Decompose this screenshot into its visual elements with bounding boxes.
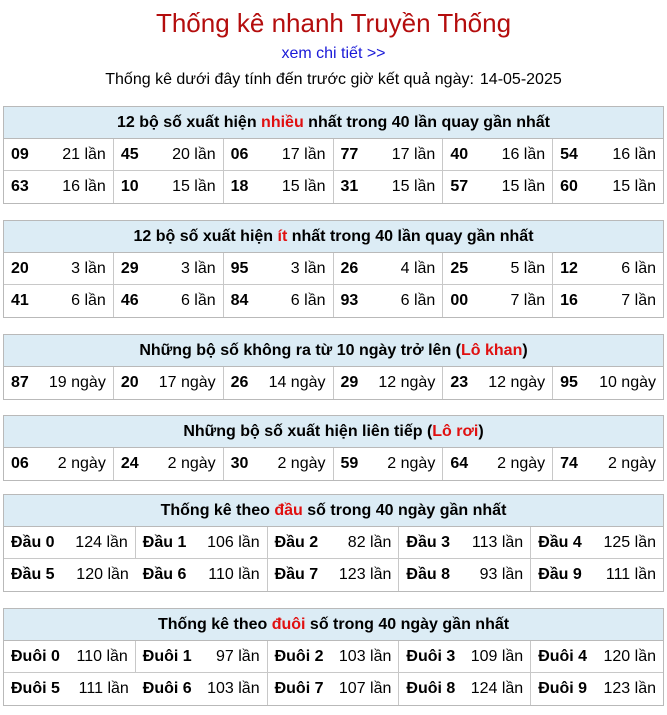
stat-cell <box>553 285 663 317</box>
section-heading <box>4 335 663 367</box>
page-title: Thống kê nhanh Truyền Thống <box>155 8 512 38</box>
lo-roi-section <box>3 415 664 481</box>
section-heading <box>4 495 663 527</box>
stat-cell <box>268 527 400 559</box>
stat-cell <box>114 367 224 399</box>
stat-cell <box>4 673 136 705</box>
stat-number: Đuôi 7 <box>274 680 324 697</box>
stat-count: 16 lần <box>501 145 546 163</box>
subtitle <box>0 69 667 91</box>
stat-count: 12 ngày <box>378 374 436 391</box>
stat-number: Đầu 0 <box>11 533 55 551</box>
stat-count: 16 lần <box>62 178 106 195</box>
stat-count: 10 ngày <box>599 374 656 391</box>
stat-cell <box>224 285 334 317</box>
stat-number: 06 <box>11 455 29 472</box>
stat-cell <box>4 285 114 317</box>
stat-cell <box>443 448 553 480</box>
stat-number: 10 <box>120 178 139 195</box>
stat-count: 15 lần <box>172 178 216 195</box>
stats-grid <box>4 448 663 480</box>
stat-count: 93 lần <box>479 566 524 583</box>
stat-count: 103 lần <box>207 680 260 697</box>
stat-number: 20 <box>11 259 29 277</box>
stat-cell <box>443 171 553 203</box>
stat-count: 111 lần <box>605 566 656 583</box>
stat-number: 95 <box>230 259 249 277</box>
stat-number: Đuôi 3 <box>406 647 456 665</box>
stat-count: 6 lần <box>71 292 106 309</box>
section-heading <box>4 416 663 448</box>
stat-cell <box>443 253 553 285</box>
stat-cell <box>114 448 224 480</box>
stat-cell <box>399 559 531 591</box>
heading-highlight: ít <box>277 228 288 245</box>
stat-cell <box>4 367 114 399</box>
stat-number: 60 <box>560 178 578 195</box>
stat-number: Đuôi 8 <box>406 680 456 697</box>
stat-number: 29 <box>120 259 139 277</box>
stat-count: 6 lần <box>290 292 326 309</box>
heading-highlight: nhiều <box>261 114 304 131</box>
stat-count: 17 lần <box>391 145 436 163</box>
stat-cell <box>334 367 444 399</box>
result-date: 14-05-2025 <box>479 71 562 88</box>
stat-count: 3 lần <box>180 259 216 277</box>
stat-cell <box>224 171 334 203</box>
stat-count: 19 ngày <box>48 374 106 391</box>
stat-cell <box>114 285 224 317</box>
stat-cell <box>399 641 531 673</box>
section-heading <box>4 107 663 139</box>
subtitle-text: Thống kê dưới đây tính đến trước giờ kết quả ngày: <box>105 71 474 88</box>
stat-number: Đầu 1 <box>142 533 187 551</box>
stat-cell <box>531 641 663 673</box>
stats-grid <box>4 527 663 591</box>
heading-text: nhất trong 40 lần quay gần nhất <box>303 114 550 131</box>
stats-grid <box>4 367 663 399</box>
stat-cell <box>553 171 663 203</box>
stats-grid <box>4 641 663 705</box>
stat-number: 64 <box>450 455 469 472</box>
stat-cell <box>443 139 553 171</box>
heading-text: ) <box>478 423 484 440</box>
stat-count: 123 lần <box>603 680 656 697</box>
stats-grid <box>4 253 663 317</box>
most-frequent-section <box>3 106 664 204</box>
stat-cell <box>399 527 531 559</box>
stat-count: 7 lần <box>510 292 546 309</box>
stat-count: 4 lần <box>400 259 436 277</box>
stat-number: Đuôi 5 <box>11 680 60 697</box>
stat-count: 15 lần <box>391 178 436 195</box>
detail-link[interactable]: xem chi tiết >> <box>281 45 386 62</box>
stat-cell <box>4 641 136 673</box>
stat-cell <box>136 559 268 591</box>
stat-count: 6 lần <box>400 292 436 309</box>
stat-number: 63 <box>11 178 29 195</box>
stat-number: 23 <box>450 374 469 391</box>
stat-number: 18 <box>230 178 249 195</box>
section-heading <box>4 221 663 253</box>
stat-count: 15 lần <box>501 178 546 195</box>
stat-count: 113 lần <box>471 533 524 551</box>
stat-count: 110 lần <box>76 647 128 665</box>
stat-count: 124 lần <box>75 533 128 551</box>
stat-count: 2 ngày <box>497 455 546 472</box>
heading-text: số trong 40 ngày gần nhất <box>302 502 507 519</box>
stat-cell <box>334 139 444 171</box>
heading-highlight: Lô rơi <box>432 423 479 440</box>
stat-count: 123 lần <box>338 566 392 583</box>
heading-text: nhất trong 40 lần quay gần nhất <box>287 228 534 245</box>
stat-number: 84 <box>230 292 249 309</box>
stat-number: 46 <box>120 292 139 309</box>
section-heading <box>4 609 663 641</box>
heading-text: số trong 40 ngày gần nhất <box>305 616 510 633</box>
stat-cell <box>334 171 444 203</box>
stat-number: 87 <box>11 374 29 391</box>
stat-number: Đầu 6 <box>142 566 187 583</box>
stat-count: 3 lần <box>290 259 326 277</box>
stat-count: 15 lần <box>612 178 656 195</box>
stat-cell <box>268 559 400 591</box>
stat-number: 95 <box>560 374 578 391</box>
stat-count: 109 lần <box>470 647 524 665</box>
stat-cell <box>224 367 334 399</box>
stat-count: 124 lần <box>470 680 524 697</box>
stat-number: 57 <box>450 178 469 195</box>
stat-number: 54 <box>560 145 578 163</box>
stat-number: 24 <box>120 455 139 472</box>
stat-cell <box>553 367 663 399</box>
stat-number: Đuôi 1 <box>142 647 192 665</box>
stat-number: Đầu 8 <box>406 566 450 583</box>
stat-count: 97 lần <box>216 647 260 665</box>
stat-count: 17 ngày <box>158 374 216 391</box>
stat-cell <box>114 253 224 285</box>
stat-count: 120 lần <box>603 647 656 665</box>
stat-cell <box>224 448 334 480</box>
stat-cell <box>531 527 663 559</box>
stat-count: 6 lần <box>180 292 216 309</box>
stat-count: 7 lần <box>621 292 656 309</box>
stat-number: 09 <box>11 145 29 163</box>
stat-count: 110 lần <box>208 566 260 583</box>
stat-number: Đầu 2 <box>274 533 319 551</box>
stat-number: 40 <box>450 145 469 163</box>
stat-number: 41 <box>11 292 29 309</box>
stat-number: 59 <box>340 455 359 472</box>
stat-count: 2 ngày <box>277 455 326 472</box>
stat-number: Đuôi 2 <box>274 647 324 665</box>
stat-number: 30 <box>230 455 249 472</box>
stat-number: 29 <box>340 374 359 391</box>
stat-count: 2 ngày <box>607 455 656 472</box>
stat-count: 106 lần <box>207 533 260 551</box>
stat-number: 45 <box>120 145 139 163</box>
stat-count: 2 ngày <box>57 455 106 472</box>
stat-number: Đuôi 4 <box>538 647 588 665</box>
heading-text: 12 bộ số xuất hiện <box>133 228 278 245</box>
stat-number: 31 <box>340 178 359 195</box>
stat-cell <box>4 139 114 171</box>
stat-count: 120 lần <box>76 566 129 583</box>
stat-count: 20 lần <box>172 145 216 163</box>
stat-number: 77 <box>340 145 359 163</box>
dau-section <box>3 494 664 592</box>
least-frequent-section <box>3 220 664 318</box>
heading-text: 12 bộ số xuất hiện <box>117 114 262 131</box>
lo-khan-section <box>3 334 664 400</box>
stat-number: 00 <box>450 292 469 309</box>
stat-number: Đầu 4 <box>538 533 582 551</box>
stat-cell <box>399 673 531 705</box>
heading-text: Những bộ số không ra từ 10 ngày trở lên ( <box>139 342 461 359</box>
heading-highlight: Lô khan <box>461 342 523 359</box>
stat-cell <box>136 673 268 705</box>
stat-count: 82 lần <box>347 533 392 551</box>
stat-cell <box>531 673 663 705</box>
stat-number: 12 <box>560 259 578 277</box>
stat-count: 3 lần <box>71 259 106 277</box>
stat-cell <box>268 641 400 673</box>
stat-cell <box>553 139 663 171</box>
stat-cell <box>4 253 114 285</box>
heading-text: Thống kê theo <box>160 502 275 519</box>
heading-text: Thống kê theo <box>157 616 272 633</box>
stat-count: 12 ngày <box>488 374 546 391</box>
stat-number: Đầu 7 <box>274 566 319 583</box>
stat-cell <box>268 673 400 705</box>
stat-count: 14 ngày <box>268 374 326 391</box>
stat-count: 107 lần <box>338 680 392 697</box>
duoi-section <box>3 608 664 706</box>
stat-number: Đầu 5 <box>11 566 55 583</box>
stat-cell <box>443 367 553 399</box>
stat-count: 16 lần <box>612 145 656 163</box>
heading-text: Những bộ số xuất hiện liên tiếp ( <box>183 423 433 440</box>
stat-cell <box>531 559 663 591</box>
stat-number: Đuôi 9 <box>538 680 588 697</box>
stat-number: 06 <box>230 145 249 163</box>
stat-cell <box>553 448 663 480</box>
stat-number: Đuôi 6 <box>142 680 192 697</box>
stat-cell <box>224 139 334 171</box>
stat-cell <box>114 171 224 203</box>
stat-number: 25 <box>450 259 469 277</box>
stat-cell <box>136 527 268 559</box>
stat-cell <box>553 253 663 285</box>
heading-highlight: đầu <box>274 502 303 519</box>
stat-number: 93 <box>340 292 359 309</box>
stat-cell <box>4 559 136 591</box>
stat-cell <box>114 139 224 171</box>
stat-cell <box>334 285 444 317</box>
stat-number: 26 <box>340 259 359 277</box>
stat-number: Đuôi 0 <box>11 647 60 665</box>
stat-count: 15 lần <box>281 178 326 195</box>
stat-count: 2 ngày <box>167 455 216 472</box>
stat-number: 74 <box>560 455 578 472</box>
stat-cell <box>4 448 114 480</box>
heading-text: ) <box>522 342 528 359</box>
stat-count: 125 lần <box>603 533 656 551</box>
stat-number: Đầu 9 <box>538 566 582 583</box>
stat-count: 17 lần <box>281 145 326 163</box>
stat-number: 20 <box>120 374 139 391</box>
heading-highlight: đuôi <box>271 616 306 633</box>
stat-cell <box>334 253 444 285</box>
stat-count: 2 ngày <box>387 455 436 472</box>
stat-cell <box>4 527 136 559</box>
stat-count: 21 lần <box>62 145 106 163</box>
stats-grid <box>4 139 663 203</box>
stat-count: 5 lần <box>510 259 546 277</box>
stat-cell <box>4 171 114 203</box>
stat-cell <box>334 448 444 480</box>
stat-count: 103 lần <box>338 647 392 665</box>
stat-cell <box>136 641 268 673</box>
stat-cell <box>443 285 553 317</box>
stat-number: Đầu 3 <box>406 533 450 551</box>
stat-count: 111 lần <box>78 680 129 697</box>
stat-count: 6 lần <box>621 259 656 277</box>
stat-number: 26 <box>230 374 249 391</box>
stat-number: 16 <box>560 292 578 309</box>
stat-cell <box>224 253 334 285</box>
